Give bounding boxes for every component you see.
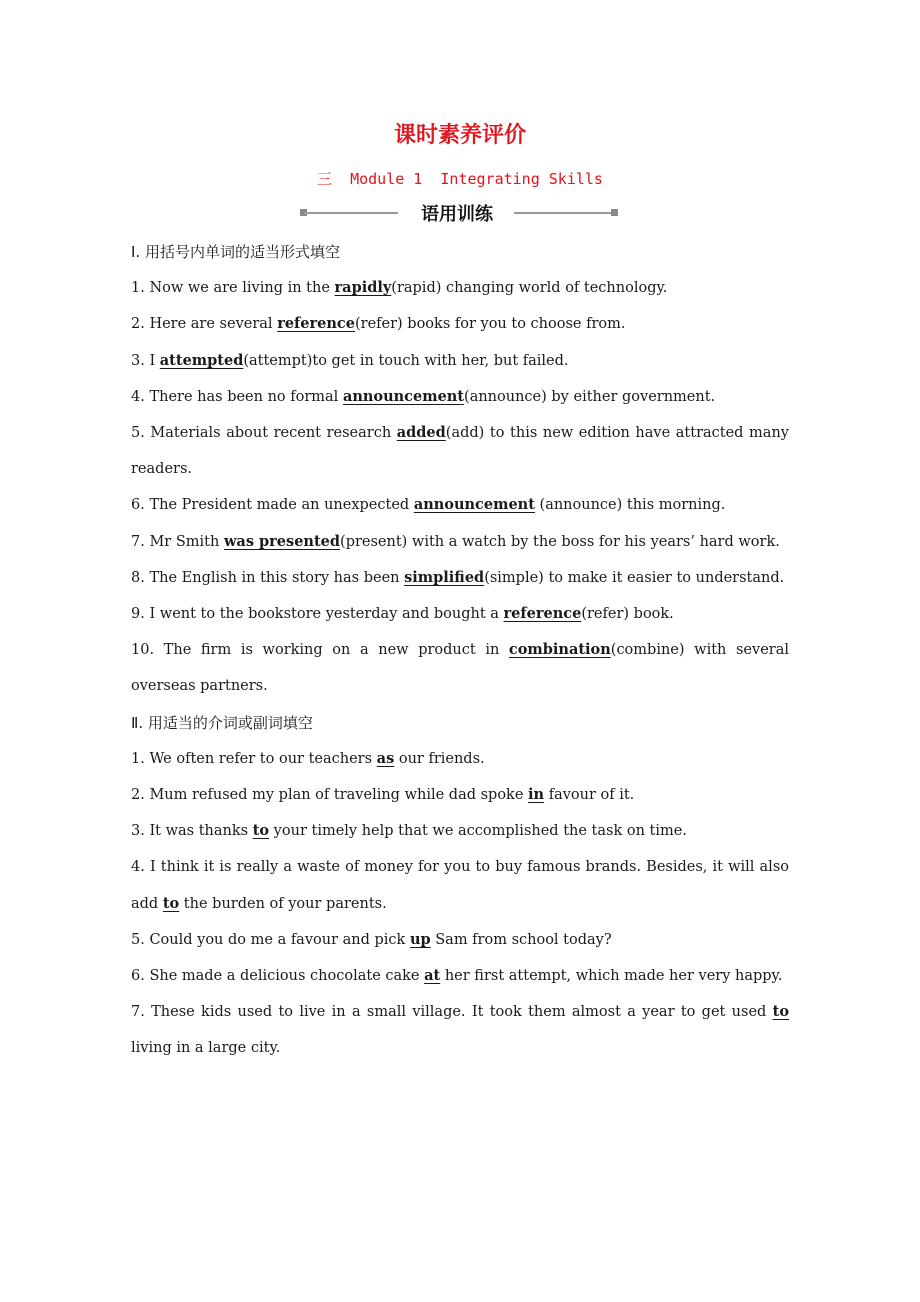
exercise-item: 10. The firm is working on a new product in combination(combine) with several overseas partners. [131,641,789,695]
exercise-item: 3. It was thanks to your timely help that we accomplished the task on time. [131,822,687,840]
exercise-item: 6. The President made an unexpected announcement (announce) this morning. [131,496,726,514]
answer: was presented [223,532,341,550]
exercise-item: 8. The English in this story has been simplified(simple) to make it easier to understand. [131,568,785,586]
answer: to [772,1003,789,1021]
exercise-item: 4. I think it is really a waste of money for you to buy famous brands. Besides, it will also add to the burden of your parents. [131,859,789,912]
banner-label: 语用训练 [421,204,493,225]
exercise-item: 4. There has been no formal announcement(announce) by either government. [131,387,716,405]
exercise-item: 2. Here are several reference(refer) books for you to choose from. [131,315,626,333]
page-title: 课时素养评价 [393,123,526,148]
answer: to [162,894,180,912]
section-heading: Ⅰ. 用括号内单词的适当形式填空 [131,243,340,261]
answer: added [396,424,446,442]
exercise-item: 7. These kids used to live in a small village. It took them almost a year to get used to living in a large city. [131,1003,789,1057]
answer: rapidly [334,279,392,297]
answer: reference [503,605,582,623]
banner-right-line [514,212,614,214]
answer: in [528,786,545,804]
exercise-content [131,234,789,1067]
answer: announcement [413,496,535,514]
exercise-item: 9. I went to the bookstore yesterday and bought a reference(refer) book. [131,605,674,623]
section-banner [300,200,618,226]
answer: attempted [159,351,244,369]
exercise-item: 1. Now we are living in the rapidly(rapid) changing world of technology. [131,279,668,297]
exercise-item: 5. Could you do me a favour and pick up Sam from school today? [131,930,612,948]
answer: announcement [342,387,465,405]
section-heading: Ⅱ. 用适当的介词或副词填空 [131,713,313,732]
answer: simplified [404,568,485,586]
answer: to [252,822,270,840]
answer: at [424,967,441,985]
answer: up [409,930,431,948]
exercise-item: 7. Mr Smith was presented(present) with a watch by the boss for his years’ hard work. [131,532,780,550]
exercise-item: 1. We often refer to our teachers as our friends. [131,749,485,767]
banner-left-line [304,212,398,214]
exercise-item: 5. Materials about recent research added(add) to this new edition have attracted many readers. [131,424,789,478]
answer: combination [508,641,611,659]
exercise-item: 3. I attempted(attempt)to get in touch with her, but failed. [131,351,569,369]
banner-right-dot [611,209,618,216]
lesson-subtitle: 三 Module 1 Integrating Skills [317,170,603,188]
exercise-item: 2. Mum refused my plan of traveling while dad spoke in favour of it. [131,786,635,804]
exercise-item: 6. She made a delicious chocolate cake at her first attempt, which made her very happy. [131,967,783,985]
answer: as [376,749,395,767]
answer: reference [277,315,355,333]
